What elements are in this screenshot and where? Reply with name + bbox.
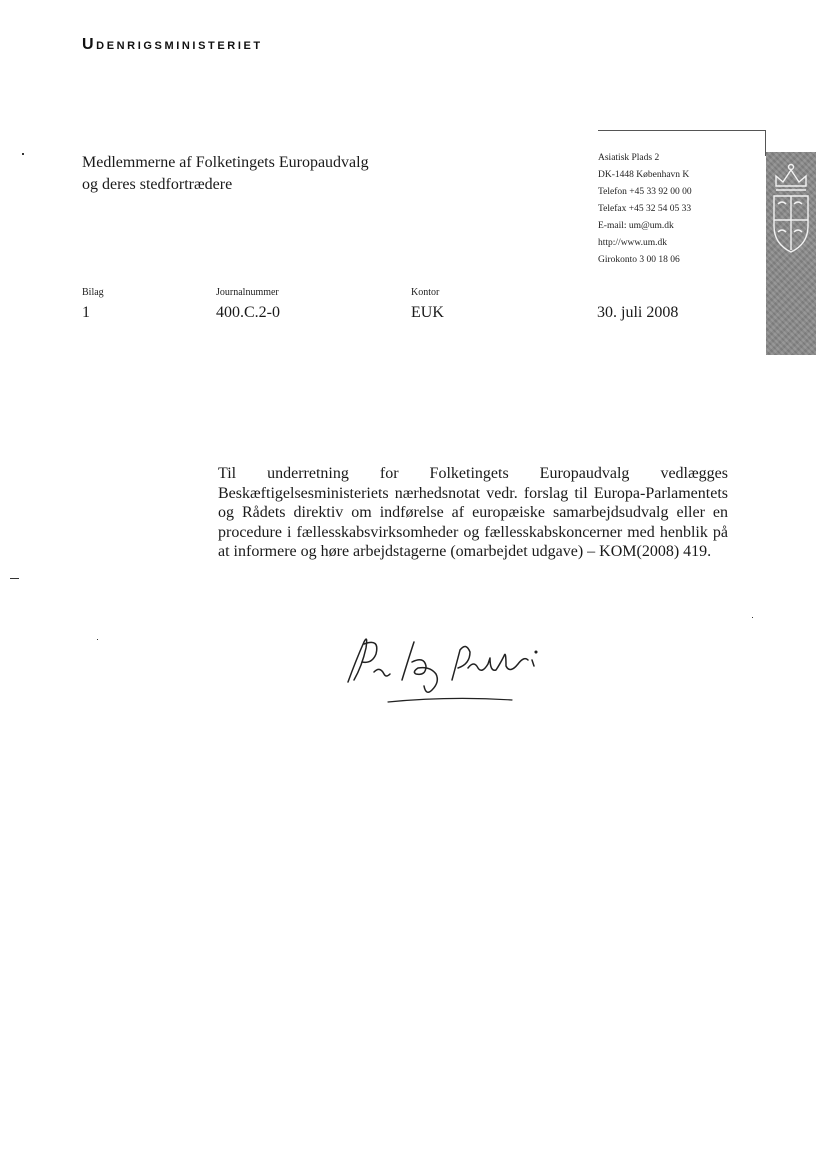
document-date: 30. juli 2008 (597, 304, 679, 321)
address-email: E-mail: um@um.dk (598, 221, 674, 231)
ministry-address (598, 150, 692, 269)
scan-speck (97, 639, 98, 640)
address-giro: Girokonto 3 00 18 06 (598, 255, 680, 265)
recipient-line-2: og deres stedfortrædere (82, 176, 233, 193)
bilag-label: Bilag (82, 287, 104, 298)
address-fax: Telefax +45 32 54 05 33 (598, 204, 692, 214)
journal-value: 400.C.2-0 (216, 304, 280, 321)
address-rule-horizontal (598, 130, 766, 131)
kontor-value: EUK (411, 304, 444, 321)
scan-speck (752, 617, 753, 618)
recipient-block (82, 152, 369, 196)
kontor-label: Kontor (411, 287, 440, 298)
scan-speck (22, 153, 24, 155)
address-street: Asiatisk Plads 2 (598, 153, 660, 163)
bilag-value: 1 (82, 304, 90, 321)
coat-of-arms-band (766, 152, 816, 355)
address-phone: Telefon +45 33 92 00 00 (598, 187, 692, 197)
ministry-name: Udenrigsministeriet (82, 36, 263, 53)
recipient-line-1: Medlemmerne af Folketingets Europaudvalg (82, 154, 369, 171)
crown-shield-icon (770, 160, 812, 260)
body-paragraph: Til underretning for Folketingets Europaudvalg vedlægges Beskæftigelsesministeriets nærhedsnotat vedr. forslag til Europa-Parlamentets og Rådets direktiv om indførelse af europæiske samarbejdsudvalg eller en procedure i fællesskabsvirksomheder og fællesskabskoncerner med henblik på at informere og høre arbejdstagerne (omarbejdet udgave) – KOM(2008) 419. (218, 465, 728, 561)
address-postal: DK-1448 København K (598, 170, 690, 180)
journal-label: Journalnummer (216, 287, 279, 298)
address-web: http://www.um.dk (598, 238, 668, 248)
signature (340, 620, 560, 715)
handwritten-signature (340, 620, 560, 710)
fold-mark (10, 578, 19, 579)
